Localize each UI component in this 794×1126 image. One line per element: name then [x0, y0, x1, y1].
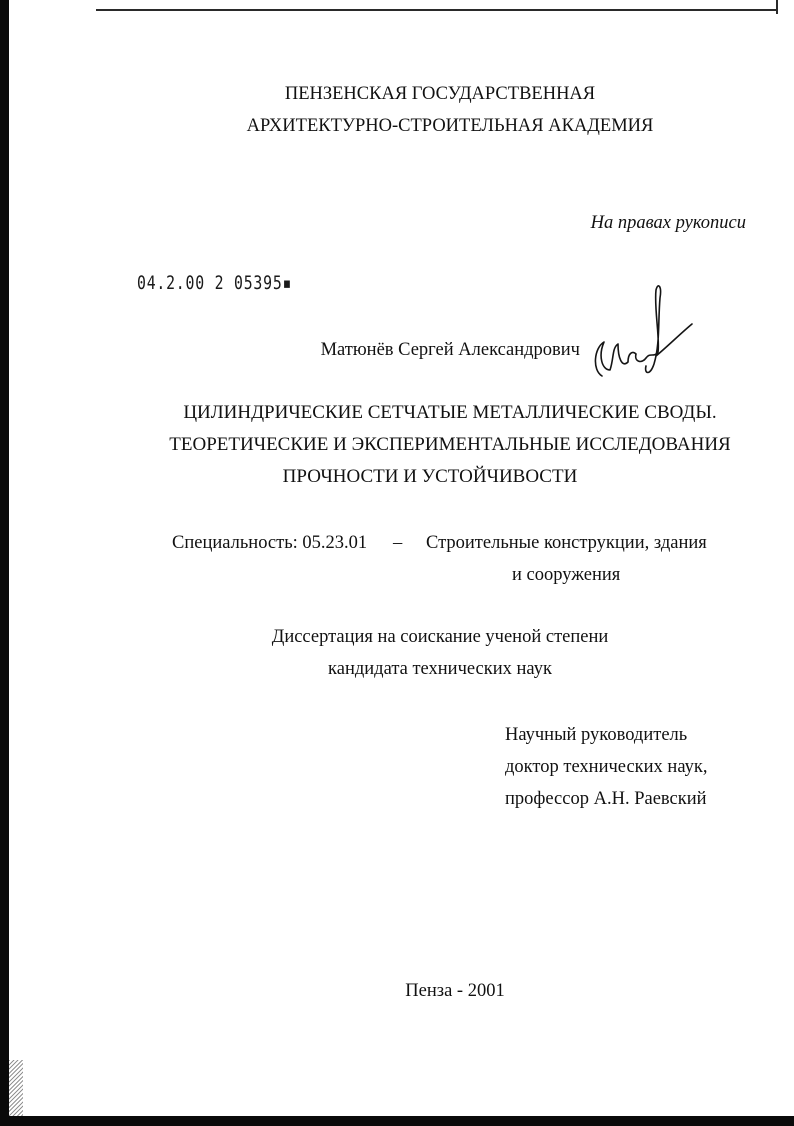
supervisor-line-1: Научный руководитель	[505, 725, 688, 745]
author-signature	[588, 278, 698, 388]
supervisor-line-3: профессор А.Н. Раевский	[505, 789, 707, 809]
specialty-field-line-1: Строительные конструкции, здания	[426, 533, 707, 553]
scan-left-edge	[0, 0, 9, 1126]
scan-bottom-edge	[0, 1116, 794, 1126]
dissertation-line-1: Диссертация на соискание ученой степени	[271, 627, 609, 647]
stamp-number: 04.2.00 2 05395	[137, 272, 283, 294]
specialty-field-line-2: и сооружения	[512, 565, 621, 585]
scan-corner-noise	[9, 1060, 23, 1116]
title-line-3: ПРОЧНОСТИ И УСТОЙЧИВОСТИ	[282, 466, 578, 487]
author-name: Матюнёв Сергей Александрович	[320, 340, 580, 360]
scan-right-rule	[776, 0, 778, 14]
registration-stamp	[137, 272, 292, 294]
institution-line-1: ПЕНЗЕНСКАЯ ГОСУДАРСТВЕННАЯ	[284, 84, 596, 104]
rights-note: На правах рукописи	[590, 213, 746, 233]
specialty-dash: –	[393, 533, 403, 553]
supervisor-line-2: доктор технических наук,	[505, 757, 708, 777]
stamp-mark: ▪	[282, 272, 293, 294]
specialty-label: Специальность: 05.23.01	[172, 533, 368, 553]
scan-top-rule	[96, 9, 776, 11]
dissertation-line-2: кандидата технических наук	[328, 659, 552, 679]
title-line-1: ЦИЛИНДРИЧЕСКИЕ СЕТЧАТЫЕ МЕТАЛЛИЧЕСКИЕ СВОДЫ.	[183, 402, 717, 423]
title-line-2: ТЕОРЕТИЧЕСКИЕ И ЭКСПЕРИМЕНТАЛЬНЫЕ ИССЛЕДОВАНИЯ	[169, 434, 731, 455]
city-year: Пенза - 2001	[405, 981, 505, 1001]
institution-line-2: АРХИТЕКТУРНО-СТРОИТЕЛЬНАЯ АКАДЕМИЯ	[246, 116, 654, 136]
